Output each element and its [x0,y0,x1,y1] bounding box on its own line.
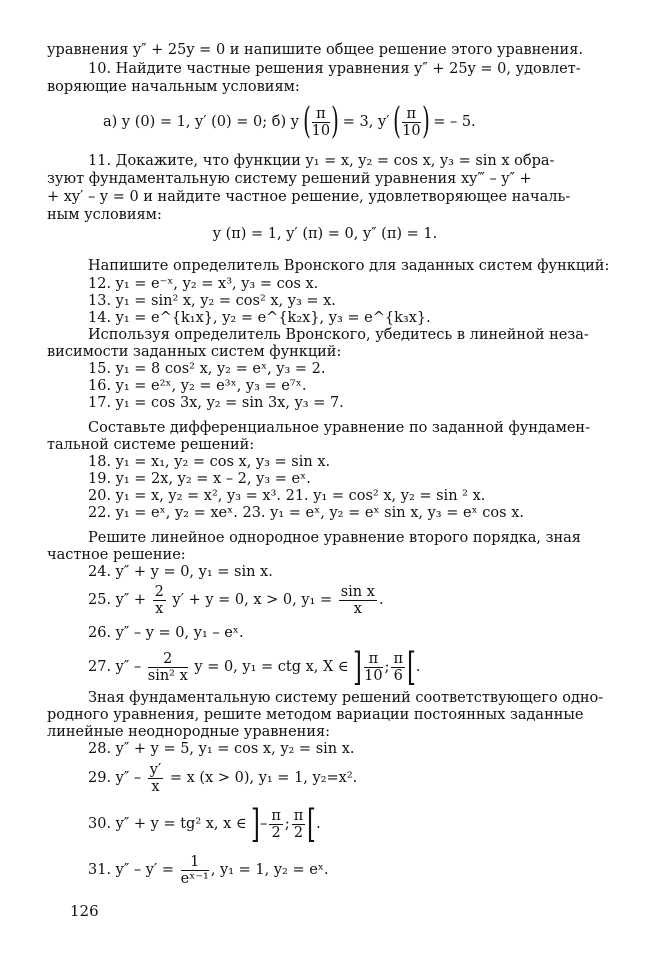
paren-open: ( [393,101,401,142]
numerator: 2 [154,583,164,600]
problem-28: 28. y″ + y = 5, y₁ = cos x, y₂ = sin x. [88,741,355,757]
denominator: sin² x [147,667,188,684]
problem-12: 12. y₁ = e⁻ˣ, y₂ = x³, y₃ = cos x. [88,276,319,292]
numerator: π [312,107,330,123]
denominator: 2 [271,824,281,841]
section-heading: Напишите определитель Вронского для заданных систем функций: [88,258,610,274]
problem-17: 17. y₁ = cos 3x, y₂ = sin 3x, y₃ = 7. [88,395,344,411]
section-heading: Используя определитель Вронского, убедитесь в линейной неза- [88,327,589,343]
formula-part: 25. y″ + [88,592,147,608]
fraction [269,809,283,840]
numerator: sin x [340,583,375,600]
bracket-close: [ [406,645,416,689]
problem-19: 19. y₁ = 2x, y₂ = x – 2, y₃ = eˣ. [88,471,311,487]
numerator: π [271,807,281,824]
denominator: 6 [393,667,403,684]
page-number: 126 [70,902,99,920]
denominator: x [353,600,362,617]
formula-centered: y (π) = 1, y′ (π) = 0, y″ (π) = 1. [212,226,438,242]
fraction [364,652,382,683]
text-line: ным условиям: [47,207,162,223]
problem-25 [88,582,384,618]
bracket-open: ] [353,645,363,689]
formula-part: 30. y″ + y = tg² x, x ∈ [88,816,247,832]
formula-part: y = 0, y₁ = ctg x, X ∈ [194,659,349,675]
problem-27: 27. y″ – $\frac{2}{\text{sin² x}}$ y = 0, y₁ = ctg x, X ∈ ] $\frac{\pi}{10}$ ; $\frac{\pi}{6}$ [. [88,645,421,689]
denominator: x [155,600,164,617]
fraction [312,107,330,138]
numerator: π [393,650,403,667]
bracket-open: ] [251,802,261,846]
formula-part: = 3, y′ [342,114,390,130]
fraction [181,855,209,886]
problem-24: 24. y″ + y = 0, y₁ = sin x. [88,564,273,580]
denominator: eˣ⁻¹ [180,870,209,887]
text-line: + xy′ – y = 0 и найдите частное решение, удовлетворяющее началь- [47,189,571,205]
formula-part: = – 5. [433,114,476,130]
fraction [148,652,188,683]
problem-20-21: 20. y₁ = x, y₂ = x², y₃ = x³. 21. y₁ = cos² x, y₂ = sin ² x. [88,488,486,504]
problem-10-conditions [103,101,476,142]
numerator: 1 [181,855,209,871]
formula-part: = x (x > 0), y₁ = 1, y₂=x². [169,770,358,786]
formula-part: а) y (0) = 1, y′ (0) = 0; б) y [103,114,299,130]
text-line: тальной системе решений: [47,437,255,453]
problem-31 [88,852,329,888]
problem-30: 30. y″ + y = tg² x, x ∈ ]– $\frac{\pi}{2}$ ; $\frac{\pi}{2}$ [. [88,802,321,846]
text-line: родного уравнения, решите методом вариации постоянных заданные [47,707,584,723]
section-heading: Составьте дифференциальное уравнение по заданной фундамен- [88,420,590,436]
numerator: π [402,107,420,123]
fraction [292,809,306,840]
denominator: 10 [364,667,383,684]
numerator: y′ [149,761,162,778]
fraction [148,763,163,794]
problem-11: 11. Докажите, что функции y₁ = x, y₂ = cos x, y₃ = sin x обра- [88,153,555,169]
formula-part: 27. y″ – [88,659,142,675]
denominator: 2 [293,824,304,841]
fraction [391,652,405,683]
paren-close: ) [421,101,430,142]
text-line: зуют фундаментальную систему решений уравнения xy‴ – y″ + [47,171,532,187]
numerator: π [293,807,304,824]
text-line: линейные неоднородные уравнения: [47,724,331,740]
problem-10: 10. Найдите частные решения уравнения y″ + 25y = 0, удовлет- [88,61,581,77]
fraction [402,107,420,138]
problem-14: 14. y₁ = e^{k₁x}, y₂ = e^{k₂x}, y₃ = e^{k₃x}. [88,310,431,326]
problem-26: 26. y″ – y = 0, y₁ – eˣ. [88,625,244,641]
section-heading: Решите линейное однородное уравнение второго порядка, зная [88,530,581,546]
denominator: 10 [311,122,331,139]
formula-part: , y₁ = 1, y₂ = eˣ. [210,862,329,878]
text-line: висимости заданных систем функций: [47,344,342,360]
denominator: 10 [402,122,421,139]
text-line: воряющие начальным условиям: [47,79,300,95]
problem-22-23: 22. y₁ = eˣ, y₂ = xeˣ. 23. y₁ = eˣ, y₂ = eˣ sin x, y₃ = eˣ cos x. [88,505,524,521]
formula-part: 29. y″ – [88,770,142,786]
text-line: уравнения y″ + 25y = 0 и напишите общее решение этого уравнения. [47,42,583,58]
numerator: 2 [148,652,188,668]
section-heading: Зная фундаментальную систему решений соответствующего одно- [88,690,604,706]
paren-close: ) [331,101,339,142]
numerator: π [364,652,382,668]
fraction [339,585,377,616]
bracket-close: [ [307,802,317,846]
problem-15: 15. y₁ = 8 cos² x, y₂ = eˣ, y₃ = 2. [88,361,326,377]
problem-16: 16. y₁ = e²ˣ, y₂ = e³ˣ, y₃ = e⁷ˣ. [88,378,307,394]
formula-part: 31. y″ – y′ = [88,862,174,878]
formula-part: y′ + y = 0, x > 0, y₁ = [172,592,333,608]
problem-29 [88,760,357,796]
formula-part: . [378,592,384,608]
fraction [153,585,166,616]
problem-18: 18. y₁ = x₁, y₂ = cos x, y₃ = sin x. [88,454,331,470]
text-line: частное решение: [47,547,186,563]
paren-open: ( [302,101,311,142]
denominator: x [151,778,160,795]
problem-13: 13. y₁ = sin² x, y₂ = cos² x, y₃ = x. [88,293,336,309]
